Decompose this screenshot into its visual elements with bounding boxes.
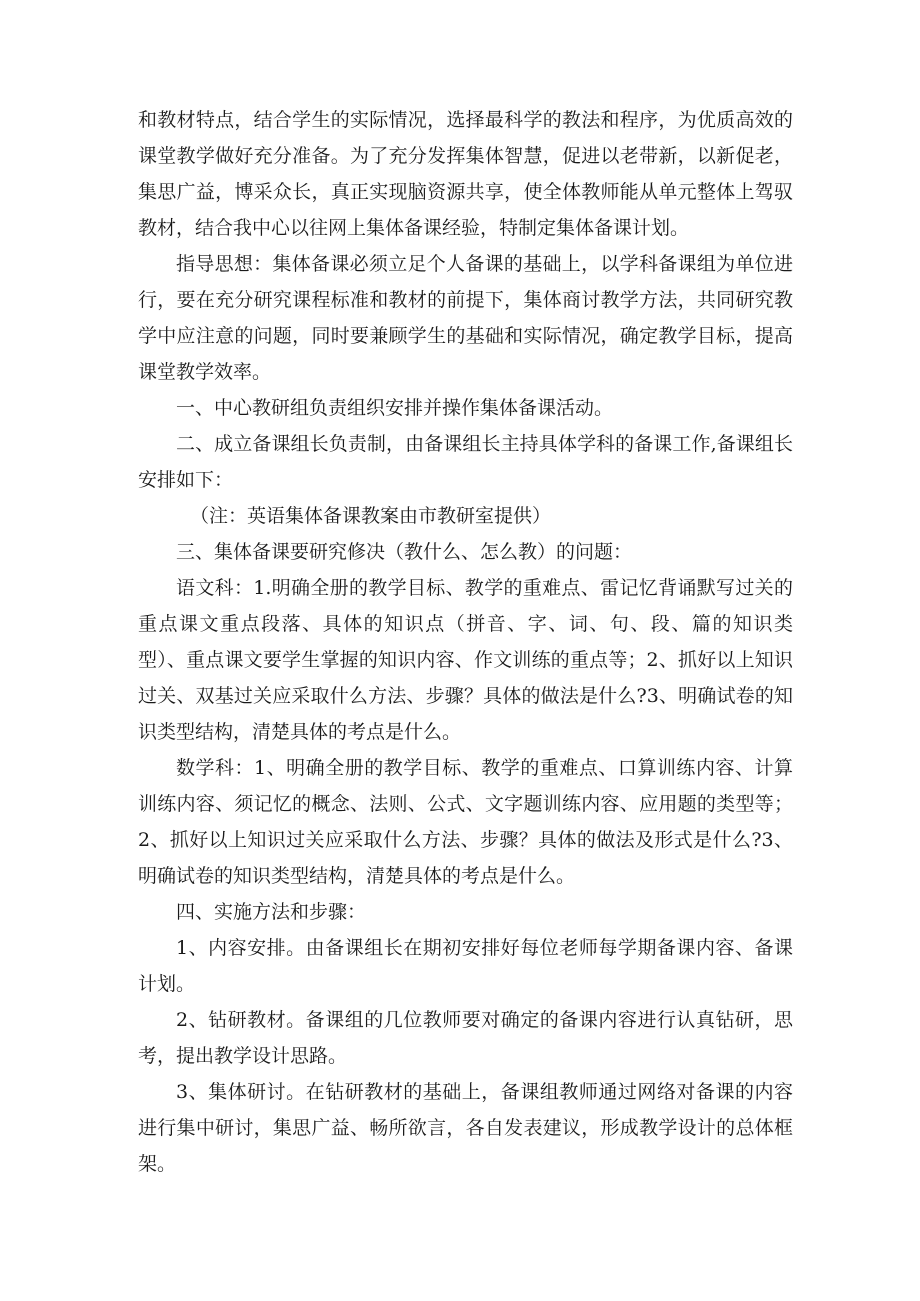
paragraph-step-two: 2、钻研教材。备课组的几位教师要对确定的备课内容进行认真钻研，思考，提出教学设计思路。 — [138, 1009, 793, 1067]
paragraph-section-four: 四、实施方法和步骤： — [176, 901, 367, 923]
paragraph-step-one: 1、内容安排。由备课组长在期初安排好每位老师每学期备课内容、备课计划。 — [138, 937, 793, 995]
paragraph-section-three: 三、集体备课要研究修决（教什么、怎么教）的问题： — [176, 541, 633, 563]
paragraph-english-note: （注：英语集体备课教案由市教研室提供） — [190, 505, 552, 527]
paragraph-chinese-subject: 语文科：1.明确全册的教学目标、教学的重难点、雷记忆背诵默写过关的重点课文重点段落、具体的知识点（拼音、字、词、句、段、篇的知识类型）、重点课文要学生掌握的知识内容、作文训练的重点等；2、抓好以上知识过关、双基过关应采取什么方法、步骤？具体的做法是什么?3、明确试卷的知识类型结构，清楚具体的考点是什么。 — [138, 577, 793, 743]
paragraph-section-two: 二、成立备课组长负责制，由备课组长主持具体学科的备课工作,备课组长安排如下： — [138, 433, 793, 491]
paragraph-intro-continued: 和教材特点，结合学生的实际情况，选择最科学的教法和程序，为优质高效的课堂教学做好充分准备。为了充分发挥集体智慧，促进以老带新，以新促老，集思广益，博采众长，真正实现脑资源共享，使全体教师能从单元整体上驾驭教材，结合我中心以往网上集体备课经验，特制定集体备课计划。 — [138, 109, 793, 239]
paragraph-section-one: 一、中心教研组负责组织安排并操作集体备课活动。 — [176, 397, 614, 419]
document-body — [138, 102, 793, 1182]
paragraph-guiding-idea: 指导思想：集体备课必须立足个人备课的基础上，以学科备课组为单位进行，要在充分研究课程标准和教材的前提下，集体商讨教学方法，共同研究教学中应注意的问题，同时要兼顾学生的基础和实际情况，确定教学目标，提高课堂教学效率。 — [138, 253, 793, 383]
paragraph-step-three: 3、集体研讨。在钻研教材的基础上，备课组教师通过网络对备课的内容进行集中研讨，集思广益、畅所欲言，各自发表建议，形成教学设计的总体框架。 — [138, 1081, 793, 1175]
paragraph-math-subject: 数学科：1、明确全册的教学目标、教学的重难点、口算训练内容、计算训练内容、须记忆的概念、法则、公式、文字题训练内容、应用题的类型等；2、抓好以上知识过关应采取什么方法、步骤？具体的做法及形式是什么?3、明确试卷的知识类型结构，清楚具体的考点是什么。 — [138, 757, 793, 887]
